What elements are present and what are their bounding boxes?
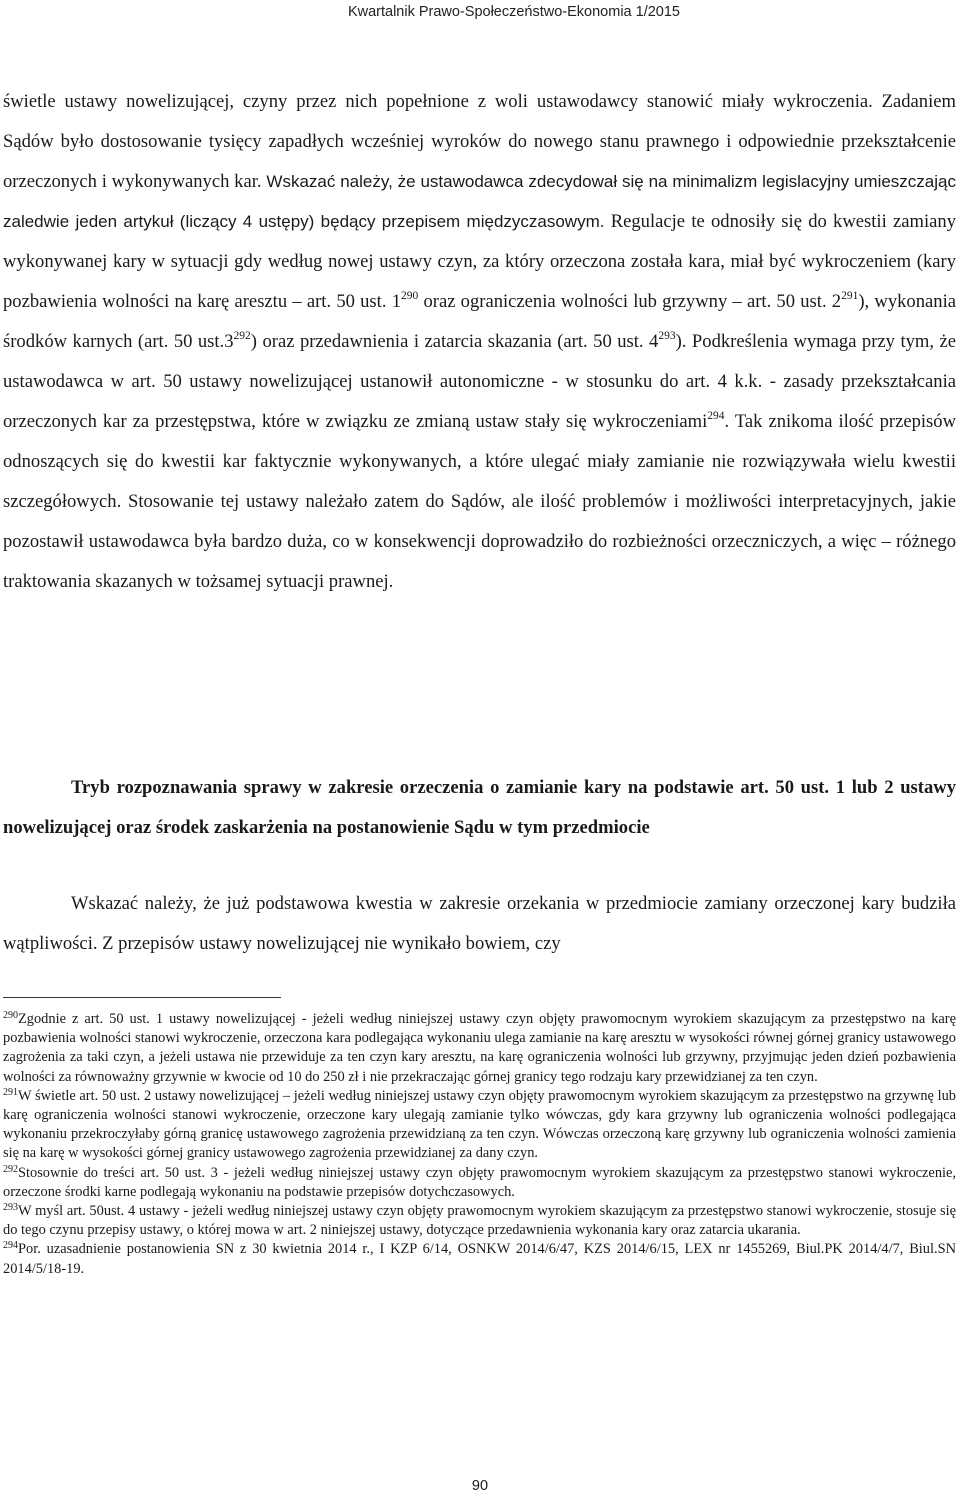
body-paragraph xyxy=(3,82,956,602)
section-heading xyxy=(3,768,956,848)
footnote xyxy=(3,1164,956,1202)
footnote-number: 294 xyxy=(3,1240,18,1252)
footnotes xyxy=(3,1010,956,1279)
footnote-number: 291 xyxy=(3,1086,18,1098)
footnote xyxy=(3,1087,956,1164)
footnote-ref[interactable]: 292 xyxy=(233,330,251,342)
footnote-text: Stosownie do treści art. 50 ust. 3 - jeżeli według niniejszej ustawy czyn objęty prawomocnym wyrokiem skazującym za przestępstwo stanowi wykroczenie, orzeczone środki karne podlegają wykonaniu na podstawie przepisów dotychczasowych. xyxy=(3,1164,956,1200)
heading-text: Tryb rozpoznawania sprawy w zakresie orzeczenia o zamianie kary na podstawie art. 50 ust. 1 lub 2 ustawy nowelizującej oraz środek zaskarżenia na postanowienie Sądu w tym przedmiocie xyxy=(3,777,956,838)
text-run: ), wykonania środków karnych (art. 50 ust.3 xyxy=(3,291,956,352)
text-run: ). Podkreślenia wymaga przy tym, że ustawodawca w art. 50 ustawy nowelizującej ustanowił autonomiczne - w stosunku do art. 4 k.k. - zasady przekształcania orzeczonych kar za przestępstwa, które w związku ze zmianą ustaw stały się wykroczeniami xyxy=(3,331,957,432)
footnote-ref[interactable]: 291 xyxy=(841,290,859,302)
footnote-ref[interactable]: 290 xyxy=(401,290,419,302)
text-run: . Tak znikoma ilość przepisów odnoszących się do kwestii kar faktycznie wykonywanych, a które ulegać miały zamianie nie rozwiązywała wielu kwestii szczegółowych. Stosowanie tej ustawy należało zatem do Sądów, ale ilość problemów i możliwości interpretacyjnych, jakie pozostawił ustawodawca była bardzo duża, co w konsekwencji doprowadziło do rozbieżności orzeczniczych, a więc – różnego traktowania skazanych w tożsamej sytuacji prawnej. xyxy=(3,411,956,592)
footnote-number: 292 xyxy=(3,1163,18,1175)
footnote-number: 293 xyxy=(3,1202,18,1214)
text-run: Wskazać należy, że już podstawowa kwestia w zakresie orzekania w przedmiocie zamiany orzeczonej kary budziła wątpliwości. Z przepisów ustawy nowelizującej nie wynikało bowiem, czy xyxy=(3,893,956,954)
page-number: 90 xyxy=(471,1478,489,1494)
footnote-ref[interactable]: 293 xyxy=(658,330,676,342)
footnote xyxy=(3,1202,956,1240)
text-run: ) oraz przedawnienia i zatarcia skazania (art. 50 ust. 4 xyxy=(250,331,659,352)
footnote xyxy=(3,1010,956,1087)
body-paragraph-2 xyxy=(3,884,956,964)
footnote-text: Zgodnie z art. 50 ust. 1 ustawy nowelizującej - jeżeli według niniejszej ustawy czyn objęty prawomocnym wyrokiem skazującym za przestępstwo na karę pozbawienia wolności stanowi wykroczenie, orzeczona kara podlegająca wykonaniu ulega zamianie na karę aresztu w wysokości równej górnej granicy ustawowego zagrożenia za taki czyn, a jeżeli ustawa nie przewiduje za ten czyn kary aresztu, na karę ograniczenia wolności lub grzywny, przyjmując jeden dzień pozbawienia wolności za równoważny grzywnie w kwocie od 10 do 250 zł i nie przekraczając górnej granicy tego rodzaju kary przewidzianej za ten czyn. xyxy=(3,1011,956,1085)
footnote xyxy=(3,1240,956,1278)
journal-header: Kwartalnik Prawo-Społeczeństwo-Ekonomia 1/2015 xyxy=(347,4,680,20)
text-run: oraz ograniczenia wolności lub grzywny – art. 50 ust. 2 xyxy=(418,291,842,312)
footnote-text: W myśl art. 50ust. 4 ustawy - jeżeli według niniejszej ustawy czyn objęty prawomocnym wyrokiem skazującym za przestępstwo stanowi wykroczenie, stosuje się do tego czynu przepisy ustawy, o której mowa w art. 2 niniejszej ustawy, dotyczące przedawnienia wykonania kary oraz zatarcia ukarania. xyxy=(3,1203,956,1239)
text-run: Regulacje te odnosiły się do kwestii zamiany wykonywanej kary w sytuacji gdy według nowej ustawy czyn, za który orzeczona została kara, miał być wykroczeniem (kary pozbawienia wolności na karę aresztu – art. 50 ust. 1 xyxy=(3,211,956,312)
body-text xyxy=(3,82,956,602)
footnote-ref[interactable]: 294 xyxy=(707,410,725,422)
text-run: świetle ustawy nowelizującej, czyny przez nich popełnione z woli ustawodawcy stanowić miały wykroczenia. Zadaniem Sądów było dostosowanie tysięcy zapadłych wcześniej wyroków do nowego stanu prawnego i odpowiednie przekształcenie orzeczonych i wykonywanych kar. xyxy=(3,91,956,192)
footnote-text: Por. uzasadnienie postanowienia SN z 30 kwietnia 2014 r., I KZP 6/14, OSNKW 2014/6/47, KZS 2014/6/15, LEX nr 1455269, Biul.PK 2014/4/7, Biul.SN 2014/5/18-19. xyxy=(3,1241,956,1277)
footnote-text: W świetle art. 50 ust. 2 ustawy nowelizującej – jeżeli według niniejszej ustawy czyn objęty prawomocnym wyrokiem skazującym za przestępstwo na grzywnę lub karę ograniczenia wolności stanowi wykroczenie, orzeczone kary ulegają zamianie tylko wówczas, gdy kara grzywny lub ograniczenia wolności podlegająca wykonaniu przekroczyłaby górną granicę ustawowego zagrożenia przewidzianą za ten czyn. Wówczas orzeczoną karę grzywny lub ograniczenia wolności zamienia się na karę w wysokości górnej granicy ustawowego zagrożenia przewidzianej za dany czyn. xyxy=(3,1087,956,1162)
footnote-separator xyxy=(3,997,281,998)
footnote-number: 290 xyxy=(3,1010,18,1021)
text-run: Wskazać należy, że ustawodawca zdecydował się na minimalizm legislacyjny umieszczając zaledwie jeden artykuł (liczący 4 ustępy) będący przepisem międzyczasowym. xyxy=(3,172,956,231)
